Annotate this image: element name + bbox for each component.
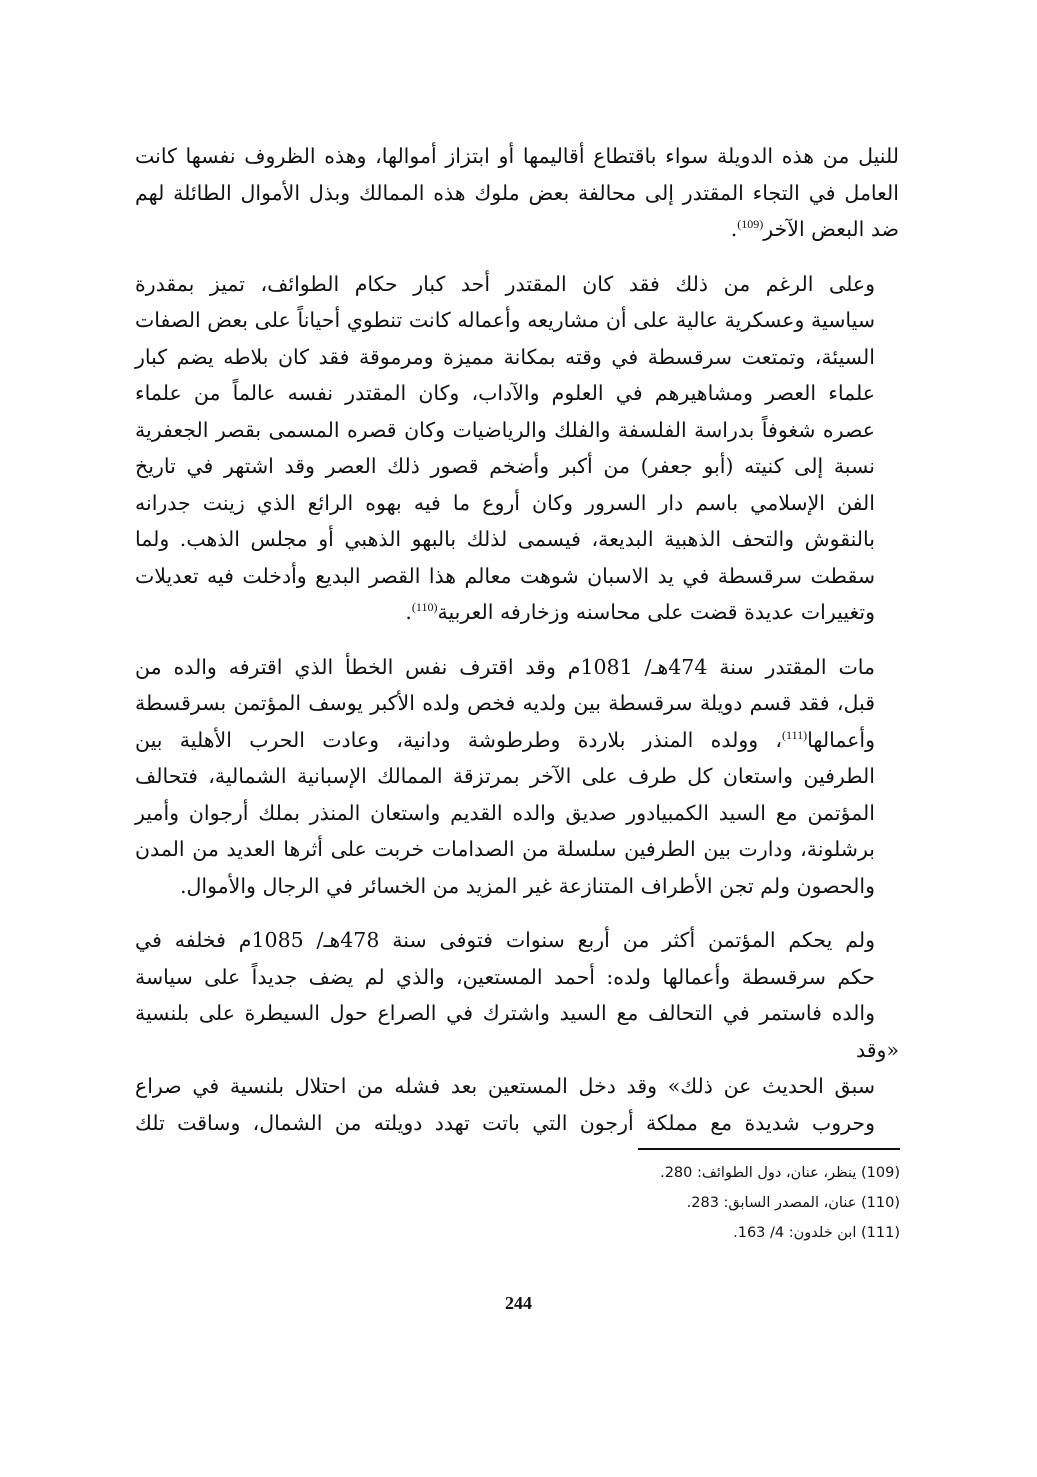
- page-number: 244: [505, 1293, 532, 1313]
- paragraph-line: سبق الحديث عن ذلك» وقد دخل المستعين بعد فشله من احتلال بلنسية في صراع: [135, 1074, 875, 1098]
- paragraph-line: عصره شغوفاً بدراسة الفلسفة والفلك والرياضيات وكان قصره المسمى بقصر الجعفرية: [135, 417, 875, 442]
- paragraph-line: العامل في التجاء المقتدر إلى محالفة بعض ملوك هذه الممالك وبذل الأموال الطائلة لهم: [135, 180, 899, 205]
- paragraph-text: وتغييرات عديدة قضت على محاسنه وزخارفه العربية: [437, 600, 875, 624]
- paragraph-2: [135, 266, 899, 631]
- paragraph-line: مات المقتدر سنة 474هـ/ 1081م وقد اقترف نفس الخطأ الذي اقترفه والده من: [135, 654, 875, 679]
- footnote-ref-110[interactable]: (110): [411, 600, 438, 615]
- main-text: [135, 138, 899, 1159]
- paragraph-line: المؤتمن مع السيد الكمبيادور صديق والده القديم واستعان المنذر بملك أرجوان وأمير: [135, 800, 875, 825]
- paragraph-1: [135, 138, 899, 248]
- paragraph-line: علماء العصر ومشاهيرهم في العلوم والآداب، وكان المقتدر نفسه عالماً من علماء: [135, 381, 875, 405]
- paragraph-text: ضد البعض الآخر: [763, 217, 899, 241]
- paragraph-last-line: والحصون ولم تجن الأطراف المتنازعة غير المزيد من الخسائر في الرجال والأموال.: [179, 873, 875, 898]
- punctuation: .: [730, 217, 738, 241]
- paragraph-line: حكم سرقسطة وأعمالها ولده: أحمد المستعين، والذي لم يضف جديداً على سياسة: [135, 964, 875, 989]
- paragraph-text: وأعمالها: [807, 727, 875, 752]
- paragraph-line: للنيل من هذه الدويلة سواء باقتطاع أقاليمها أو ابتزاز أموالها، وهذه الظروف نفسها كانت: [135, 144, 899, 168]
- paragraph-3: [135, 649, 899, 905]
- paragraph-text: ، وولده المنذر بلاردة وطرطوشة ودانية، وعادت الحرب الأهلية بين: [135, 727, 783, 752]
- paragraph-4: [135, 922, 899, 1141]
- paragraph-line: الفن الإسلامي باسم دار السرور وكان أروع ما فيه بهوه الرائع الذي زينت جدرانه: [135, 490, 875, 515]
- footnote-110: (110) عنان، المصدر السابق: 283.: [686, 1195, 900, 1211]
- paragraph-line: سقطت سرقسطة في يد الاسبان شوهت معالم هذا القصر البديع وأدخلت فيه تعديلات: [135, 563, 875, 588]
- footnote-109: (109) ينظر، عنان، دول الطوائف: 280.: [660, 1165, 900, 1181]
- paragraph-line: والده فاستمر في التحالف مع السيد واشترك في الصراع حول السيطرة على بلنسية «وقد: [135, 1001, 899, 1062]
- punctuation: .: [405, 600, 412, 624]
- paragraph-line: سياسية وعسكرية عالية على أن مشاريعه وأعماله كانت تنطوي أحياناً على بعض الصفات: [135, 308, 875, 332]
- paragraph-line-with-ref: [135, 722, 899, 759]
- paragraph-line: الطرفين واستعان كل طرف على الآخر بمرتزقة الممالك الإسبانية الشمالية، فتحالف: [135, 764, 875, 788]
- paragraph-line: ولم يحكم المؤتمن أكثر من أربع سنوات فتوفى سنة 478هـ/ 1085م فخلفه في: [135, 928, 875, 952]
- paragraph-line: وعلى الرغم من ذلك فقد كان المقتدر أحد كبار حكام الطوائف، تميز بمقدرة: [135, 271, 875, 296]
- footnote-ref-109[interactable]: (109): [737, 217, 764, 232]
- paragraph-line: قبل، فقد قسم دويلة سرقسطة بين ولديه فخص ولده الأكبر يوسف المؤتمن بسرقسطة: [135, 691, 875, 715]
- footnote-111: (111) ابن خلدون: 4/ 163.: [733, 1225, 900, 1241]
- paragraph-line: وحروب شديدة مع مملكة أرجون التي باتت تهدد دويلته من الشمال، وساقت تلك: [135, 1110, 875, 1135]
- paragraph-line: نسبة إلى كنيته (أبو جعفر) من أكبر وأضخم قصور ذلك العصر وقد اشتهر في تاريخ: [135, 454, 875, 478]
- footnotes: [560, 1158, 900, 1248]
- footnote-ref-111[interactable]: (111): [782, 727, 808, 742]
- paragraph-last-line: [135, 211, 899, 248]
- paragraph-line: بالنقوش والتحف الذهبية البديعة، فيسمى لذلك بالبهو الذهبي أو مجلس الذهب. ولما: [135, 527, 875, 551]
- paragraph-last-line: [135, 594, 899, 631]
- paragraph-line: السيئة، وتمتعت سرقسطة في وقته بمكانة مميزة ومرموقة فقد كان بلاطه يضم كبار: [135, 344, 875, 369]
- footnote-separator: [638, 1148, 900, 1150]
- paragraph-line: برشلونة، ودارت بين الطرفين سلسلة من الصدامات خربت على أثرها العديد من المدن: [135, 837, 875, 861]
